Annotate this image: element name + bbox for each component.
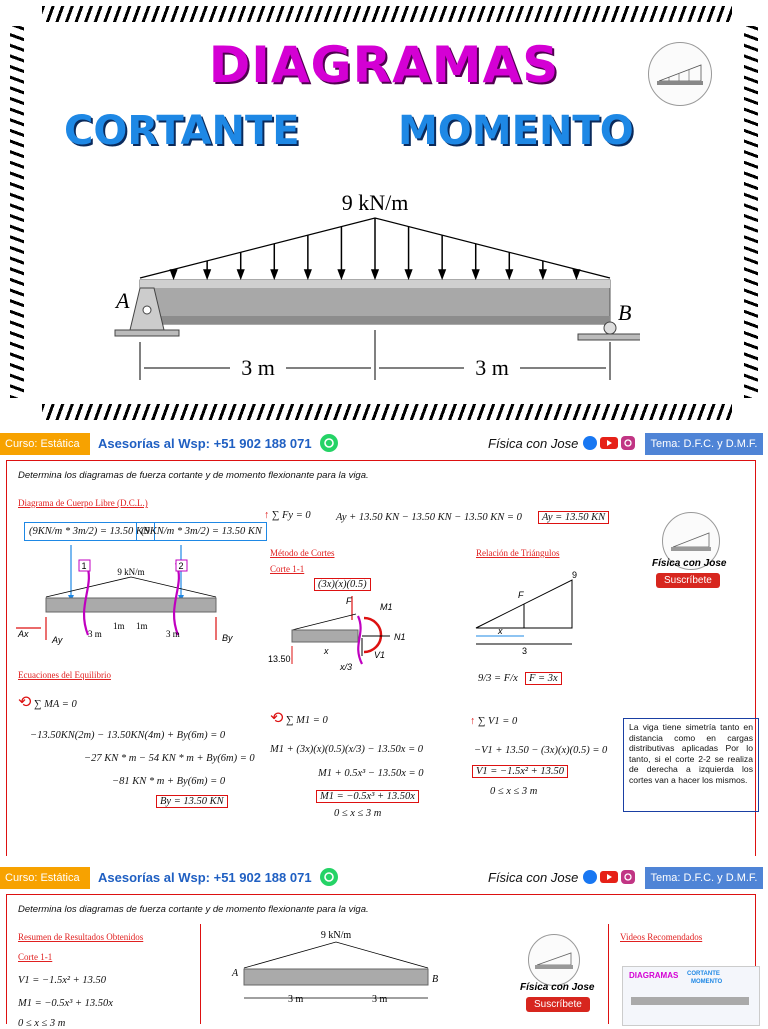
ma-step-3: −81 KN * m + By(6m) = 0 — [112, 776, 226, 787]
cut-m1-label: M1 — [380, 602, 393, 612]
v1-range: 0 ≤ x ≤ 3 m — [490, 786, 538, 797]
resultant-force-left: (9KN/m * 3m/2) = 13.50 KN — [24, 522, 155, 541]
topic-label: Tema: D.F.C. y D.M.F. — [645, 433, 763, 455]
cuts-method-title: Método de Cortes — [270, 548, 335, 558]
load-arrowhead — [305, 270, 311, 278]
brand-name-2: Física con Jose — [488, 867, 636, 889]
cover-title: DIAGRAMAS — [208, 36, 560, 94]
cut-label-1: 1 — [81, 561, 87, 571]
load-arrowhead — [372, 270, 378, 278]
cut-1-1-label: Corte 1-1 — [270, 564, 305, 574]
p2-dim-left: 3 m — [288, 994, 304, 1005]
dim-1m-left: 1m — [113, 621, 125, 631]
point-b-label: B — [618, 300, 632, 325]
cover — [0, 0, 768, 428]
zigzag-border-bottom — [42, 404, 732, 420]
v1-result: V1 = −1.5x² + 13.50 — [472, 765, 568, 778]
cut-n1-label: N1 — [394, 632, 406, 642]
load-arrowhead — [271, 270, 277, 278]
cut-x3-label: x/3 — [340, 662, 353, 672]
p2-dim-right: 3 m — [372, 994, 388, 1005]
cut-force-expression: (3x)(x)(0.5) — [314, 578, 371, 591]
m1-range: 0 ≤ x ≤ 3 m — [334, 808, 382, 819]
sum-fy-expression: Ay + 13.50 KN − 13.50 KN − 13.50 KN = 0 — [336, 512, 522, 523]
load-arrows — [171, 218, 580, 278]
load-arrowhead — [238, 270, 244, 278]
whatsapp-link-2[interactable]: Asesorías al Wsp: +51 902 188 071 — [98, 867, 339, 889]
channel-name: Física con Jose — [652, 558, 727, 569]
summary-range: 0 ≤ x ≤ 3 m — [18, 1018, 66, 1029]
instagram-icon — [621, 436, 635, 450]
dim-3m-right: 3 m — [166, 629, 180, 639]
tri-ratio: 9/3 = F/x — [478, 673, 518, 684]
cut-f-label: F — [346, 596, 352, 606]
load-arrowhead — [171, 270, 177, 278]
videos-title: Videos Recomendados — [620, 932, 703, 942]
m1-result: M1 = −0.5x³ + 13.50x — [316, 790, 419, 803]
course-label: Curso: Estática — [0, 433, 90, 455]
roller-support-b — [604, 322, 616, 334]
ma-step-1: −13.50KN(2m) − 13.50KN(4m) + By(6m) = 0 — [30, 730, 226, 741]
summary-v1: V1 = −1.5x² + 13.50 — [18, 975, 106, 986]
load-arrowhead — [573, 270, 579, 278]
dimension-right: 3 m — [475, 355, 509, 380]
thumb-sub1: CORTANTE — [687, 971, 720, 977]
reaction-ax: Ax — [18, 629, 29, 639]
thumb-title: DIAGRAMAS — [629, 971, 679, 980]
tri-f-label: F — [518, 590, 524, 600]
cover-subtitle-cortante: CORTANTE — [64, 108, 300, 154]
course-label-2: Curso: Estática — [0, 867, 90, 889]
resultant-force-right: (9KN/m * 3m/2) = 13.50 KN — [136, 522, 267, 541]
page2-header — [0, 864, 768, 892]
m1-step-1: M1 + (3x)(x)(0.5)(x/3) − 13.50x = 0 — [270, 744, 424, 755]
load-arrowhead — [439, 270, 445, 278]
dcl-title: Diagrama de Cuerpo Libre (D.C.L.) — [18, 498, 148, 508]
p2-point-b: B — [432, 974, 439, 985]
subscribe-button[interactable]: Suscríbete — [656, 573, 720, 588]
facebook-icon — [583, 436, 597, 450]
m1-step-2: M1 + 0.5x³ − 13.50x = 0 — [318, 768, 424, 779]
sum-m1-equation: ⟲ ∑ M1 = 0 — [270, 710, 328, 727]
point-a-label: A — [116, 288, 130, 313]
load-arrowhead — [204, 270, 210, 278]
sum-v1-equation: ↑ ∑ V1 = 0 — [470, 716, 518, 727]
reaction-by: By — [222, 633, 233, 643]
sum-ma-equation: ⟲ ∑ MA = 0 — [18, 694, 77, 711]
similar-triangles-diagram — [470, 566, 590, 656]
sum-fy-equation: ↑ ∑ Fy = 0 — [264, 510, 311, 521]
dcl-load-label: 9 kN/m — [117, 567, 145, 577]
cut-reaction-label: 13.50 — [268, 654, 291, 664]
social-icons — [582, 435, 636, 451]
subscribe-button-2[interactable]: Suscríbete — [526, 997, 590, 1012]
cut-diagram — [266, 594, 416, 674]
load-arrowhead — [338, 270, 344, 278]
summary-m1: M1 = −0.5x³ + 13.50x — [18, 998, 113, 1009]
video-thumbnail[interactable] — [622, 966, 760, 1026]
dimension-left: 3 m — [241, 355, 275, 380]
ay-result: Ay = 13.50 KN — [538, 511, 609, 524]
cut-label-2: 2 — [178, 561, 184, 571]
dim-3m-left: 3 m — [88, 629, 102, 639]
brand-name: Física con Jose — [488, 433, 636, 455]
channel-logo-icon-2 — [528, 934, 580, 986]
symmetry-note: La viga tiene simetría tanto en distancia como en cargas distributivas aplicadas Por lo tanto, si el corte 2-2 se realiza de derecha a izquierda los cortes van a hacer los mismos. — [623, 718, 759, 812]
whatsapp-icon — [319, 867, 339, 887]
topic-label-2: Tema: D.F.C. y D.M.F. — [645, 867, 763, 889]
whatsapp-icon — [319, 433, 339, 453]
tri-3-label: 3 — [522, 646, 528, 656]
by-result: By = 13.50 KN — [156, 795, 228, 808]
tri-result: F = 3x — [525, 672, 562, 685]
thumb-sub2: MOMENTO — [691, 979, 723, 985]
dim-1m-right: 1m — [136, 621, 148, 631]
problem-statement: Determina los diagramas de fuerza cortante y de momento flexionante para la viga. — [18, 470, 369, 481]
cut-v1-label: V1 — [374, 650, 386, 660]
summary-title: Resumen de Resultados Obtenidos — [18, 932, 144, 942]
v1-step-1: −V1 + 13.50 − (3x)(x)(0.5) = 0 — [474, 745, 608, 756]
ma-step-2: −27 KN * m − 54 KN * m + By(6m) = 0 — [84, 753, 255, 764]
zigzag-border-top — [42, 6, 732, 22]
beam-diagram — [100, 180, 640, 390]
cut-x-label: x — [324, 646, 329, 656]
load-label: 9 kN/m — [341, 190, 409, 215]
p2-load-label: 9 kN/m — [320, 930, 352, 941]
social-icons — [582, 869, 636, 885]
moment-arrow-icon — [364, 618, 381, 652]
page1-header — [0, 430, 768, 458]
problem-statement-2: Determina los diagramas de fuerza cortante y de momento flexionante para la viga. — [18, 904, 369, 915]
load-arrowhead — [406, 270, 412, 278]
summary-cut-label: Corte 1-1 — [18, 952, 53, 962]
load-arrowhead — [506, 270, 512, 278]
p2-point-a: A — [232, 968, 239, 979]
page2-beam-diagram — [226, 926, 456, 1024]
dcl-diagram — [16, 545, 256, 645]
channel-name-2: Física con Jose — [520, 982, 595, 993]
whatsapp-link[interactable]: Asesorías al Wsp: +51 902 188 071 — [98, 433, 339, 455]
beam-logo-icon — [648, 42, 712, 106]
equilibrium-title: Ecuaciones del Equilibrio — [18, 670, 111, 680]
tri-9-label: 9 — [572, 570, 578, 580]
reaction-ay: Ay — [52, 635, 63, 645]
load-arrowhead — [473, 270, 479, 278]
triangles-title: Relación de Triángulos — [476, 548, 560, 558]
tri-x-label: x — [498, 626, 503, 636]
load-arrowhead — [540, 270, 546, 278]
cover-subtitle-momento: MOMENTO — [398, 108, 634, 154]
